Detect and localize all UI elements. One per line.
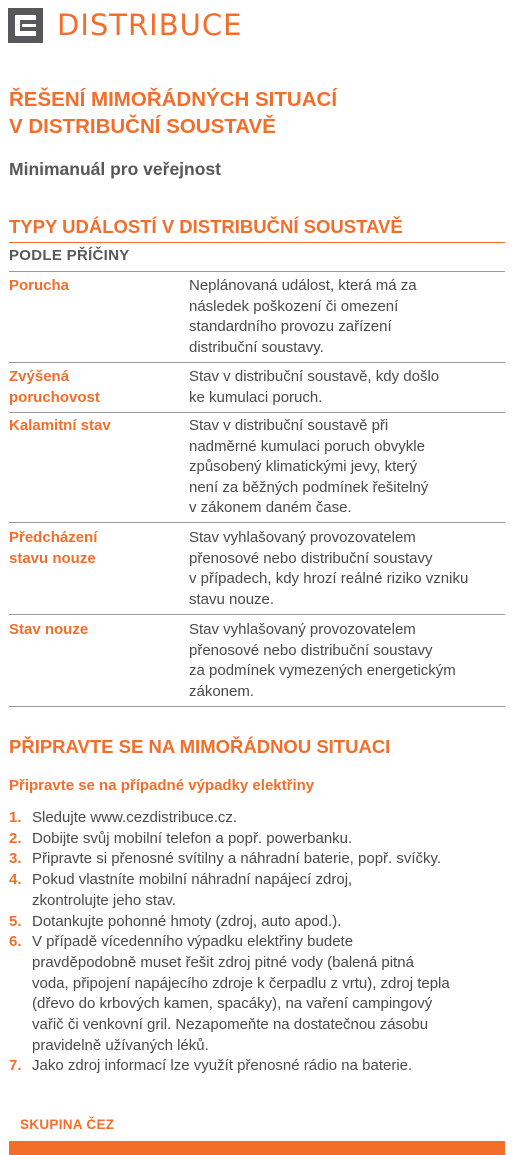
page-subtitle: Minimanuál pro veřejnost [9,159,221,179]
step-number: 5. [9,912,22,930]
term-stav-nouze: Stav nouze [9,621,89,638]
step-text: Dobijte svůj mobilní telefon a popř. powerbanku. [32,829,353,847]
list-item [9,870,507,911]
definition-stav-nouze: Stav vyhlašovaný provozovatelem přenosové nebo distribuční soustavy za podmínek vymezených energetickým zákonem. [189,621,456,700]
cez-logo-icon [8,8,43,43]
section-event-types-title: TYPY UDÁLOSTÍ V DISTRIBUČNÍ SOUSTAVĚ [9,216,403,237]
row-divider [9,412,505,413]
page-title-line-1: ŘEŠENÍ MIMOŘÁDNÝCH SITUACÍ [9,88,338,111]
section-prepare-subtitle: Připravte se na případné výpadky elektřiny [9,777,315,794]
step-text: V případě vícedenního výpadku elektřiny budete pravděpodobně muset řešit zdroj pitné vody (balená pitná voda, připojení napájecího zdroje k čerpadlu z vrtu), zdroj tepla (dřevo do krbových kamen, spacáky), na vaření campingový vařič či venkovní gril. Nezapomeňte na dostatečnou zásobu pravidelně užívaných léků. [32,933,450,1054]
step-number: 2. [9,829,22,847]
list-item [9,808,507,829]
section-title-rule [9,242,505,243]
term-predchazeni-stavu-nouze: Předcházení stavu nouze [9,529,98,567]
page-title-line-2: V DISTRIBUČNÍ SOUSTAVĚ [9,115,276,138]
definition-zvysena-poruchovost: Stav v distribuční soustavě, kdy došlo ke kumulaci poruch. [189,368,440,406]
table-bottom-rule [9,706,505,707]
term-kalamitni-stav: Kalamitní stav [9,417,111,434]
definition-porucha: Neplánovaná událost, která má za následek poškození či omezení standardního provozu zařízení distribuční soustavy. [189,277,417,356]
step-text: Dotankujte pohonné hmoty (zdroj, auto apod.). [32,912,342,930]
term-porucha: Porucha [9,277,70,294]
step-text: Připravte si přenosné svítilny a náhradní baterie, popř. svíčky. [32,850,442,868]
brand-name: DISTRIBUCE [57,8,243,42]
step-number: 1. [9,809,22,826]
step-text: Pokud vlastníte mobilní náhradní napájecí zdroj, zkontrolujte jeho stav. [32,871,353,909]
list-item [9,932,507,1056]
step-text: Jako zdroj informací lze využít přenosné rádio na baterie. [32,1057,413,1075]
list-item [9,829,507,850]
preparation-steps-list [9,808,507,1077]
footer-group-name: SKUPINA ČEZ [20,1117,115,1132]
step-number: 6. [9,933,22,951]
definition-predchazeni-stavu-nouze: Stav vyhlašovaný provozovatelem přenosové nebo distribuční soustavy v případech, kdy hrozí reálné riziko vzniku stavu nouze. [189,529,469,608]
row-divider [9,362,505,363]
list-item [9,849,507,870]
definition-kalamitni-stav: Stav v distribuční soustavě při nadměrné kumulaci poruch obvykle způsobený klimatickými jevy, který není za běžných podmínek řešitelný v zákonem daném čase. [189,417,429,516]
term-zvysena-poruchovost: Zvýšená poruchovost [9,368,100,406]
footer-bar [9,1141,505,1155]
by-cause-subheader: PODLE PŘÍČINY [9,247,130,264]
step-text: Sledujte www.cezdistribuce.cz. [32,809,238,826]
row-divider [9,522,505,523]
table-header-rule [9,271,505,272]
step-number: 4. [9,871,22,889]
list-item [9,1056,507,1077]
section-prepare-title: PŘIPRAVTE SE NA MIMOŘÁDNOU SITUACI [9,736,391,757]
row-divider [9,614,505,615]
page-title [9,86,509,140]
step-number: 3. [9,850,22,868]
header [8,7,242,43]
step-number: 7. [9,1057,22,1075]
list-item [9,912,507,933]
